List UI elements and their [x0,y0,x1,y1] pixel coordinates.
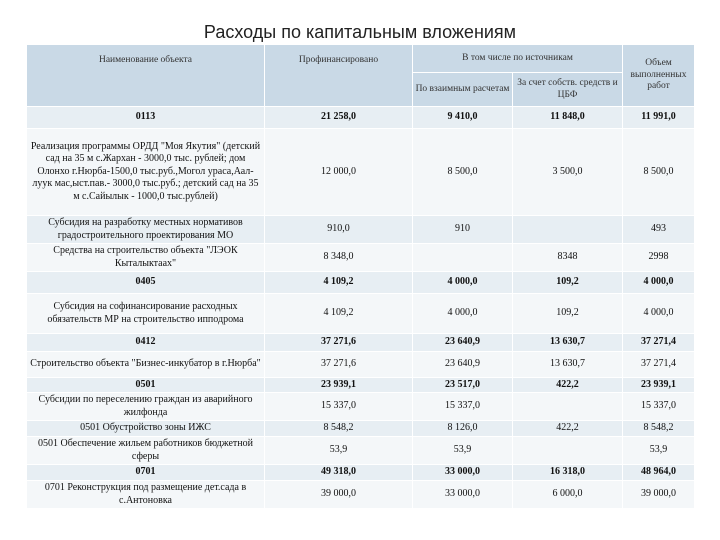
row-name: Средства на строительство объекта "ЛЭОК Кыталыктаах" [27,244,265,272]
header-name: Наименование объекта [27,45,265,107]
row-volume: 15 337,0 [623,393,695,421]
row-mutual: 23 517,0 [413,378,513,393]
row-financed: 4 109,2 [265,294,413,334]
row-financed: 37 271,6 [265,352,413,378]
row-volume: 37 271,4 [623,334,695,352]
row-mutual: 23 640,9 [413,352,513,378]
row-mutual: 8 500,0 [413,129,513,216]
row-financed: 8 548,2 [265,421,413,437]
header-mutual: По взаимным расчетам [413,73,513,107]
row-financed: 23 939,1 [265,378,413,393]
row-own [513,393,623,421]
row-financed: 53,9 [265,437,413,465]
row-mutual: 33 000,0 [413,465,513,481]
row-own: 6 000,0 [513,481,623,509]
row-name: 0113 [27,107,265,129]
row-mutual: 8 126,0 [413,421,513,437]
row-name: 0405 [27,272,265,294]
row-financed: 39 000,0 [265,481,413,509]
header-own: За счет собств. средств и ЦБФ [513,73,623,107]
row-own [513,216,623,244]
table-row [27,437,695,465]
row-name: Строительство объекта "Бизнес-инкубатор в г.Нюрба" [27,352,265,378]
row-name: 0501 Обустройство зоны ИЖС [27,421,265,437]
row-mutual [413,244,513,272]
row-volume: 4 000,0 [623,272,695,294]
row-financed: 49 318,0 [265,465,413,481]
row-volume: 4 000,0 [623,294,695,334]
row-name: Субсидии по переселению граждан из аварийного жилфонда [27,393,265,421]
row-volume: 48 964,0 [623,465,695,481]
table-row [27,481,695,509]
header-volume: Объем выполненных работ [623,45,695,107]
table-row [27,272,695,294]
row-name: Субсидия на разработку местных нормативов градостроительного проектирования МО [27,216,265,244]
capital-expenses-table [26,44,695,509]
row-volume: 8 500,0 [623,129,695,216]
table-row [27,294,695,334]
row-mutual: 15 337,0 [413,393,513,421]
row-volume: 493 [623,216,695,244]
row-name: 0701 Реконструкция под размещение дет.сада в с.Антоновка [27,481,265,509]
header-sources: В том числе по источникам [413,45,623,73]
table-row [27,244,695,272]
row-financed: 4 109,2 [265,272,413,294]
row-mutual: 23 640,9 [413,334,513,352]
row-mutual: 4 000,0 [413,272,513,294]
row-own: 16 318,0 [513,465,623,481]
table-row [27,334,695,352]
row-mutual: 910 [413,216,513,244]
row-name: 0412 [27,334,265,352]
row-financed: 21 258,0 [265,107,413,129]
row-own: 13 630,7 [513,334,623,352]
page-title: Расходы по капитальным вложениям [203,22,517,42]
row-name: Субсидия на софинансирование расходных обязательств МР на строительство ипподрома [27,294,265,334]
row-financed: 37 271,6 [265,334,413,352]
table-row [27,378,695,393]
row-own: 11 848,0 [513,107,623,129]
row-own: 422,2 [513,378,623,393]
row-own: 422,2 [513,421,623,437]
table-row [27,465,695,481]
row-name: 0701 [27,465,265,481]
row-volume: 39 000,0 [623,481,695,509]
row-own: 13 630,7 [513,352,623,378]
row-volume: 23 939,1 [623,378,695,393]
row-own: 109,2 [513,272,623,294]
table-row [27,393,695,421]
row-own [513,437,623,465]
row-mutual: 9 410,0 [413,107,513,129]
row-financed: 8 348,0 [265,244,413,272]
row-name: Реализация программы ОРДД "Моя Якутия" (детский сад на 35 м с.Жархан - 3000,0 тыс. рублей; дом Олонхо г.Нюрба-1500,0 тыс.руб.,Могол ураса,Аал-луук мас,ыст.пав.- 3000,0 тыс.руб.; детский сад на 35 м с.Сайылык - 1000,0 тыс.рублей) [27,129,265,216]
table-row [27,129,695,216]
row-own: 109,2 [513,294,623,334]
table-row [27,216,695,244]
table-row [27,107,695,129]
row-mutual: 53,9 [413,437,513,465]
row-volume: 11 991,0 [623,107,695,129]
row-name: 0501 [27,378,265,393]
row-mutual: 33 000,0 [413,481,513,509]
row-financed: 15 337,0 [265,393,413,421]
row-volume: 37 271,4 [623,352,695,378]
row-financed: 910,0 [265,216,413,244]
row-volume: 2998 [623,244,695,272]
table-row [27,421,695,437]
row-volume: 8 548,2 [623,421,695,437]
row-name: 0501 Обеспечение жильем работников бюджетной сферы [27,437,265,465]
header-financed: Профинансировано [265,45,413,107]
row-volume: 53,9 [623,437,695,465]
row-own: 3 500,0 [513,129,623,216]
table-row [27,352,695,378]
row-own: 8348 [513,244,623,272]
row-financed: 12 000,0 [265,129,413,216]
row-mutual: 4 000,0 [413,294,513,334]
